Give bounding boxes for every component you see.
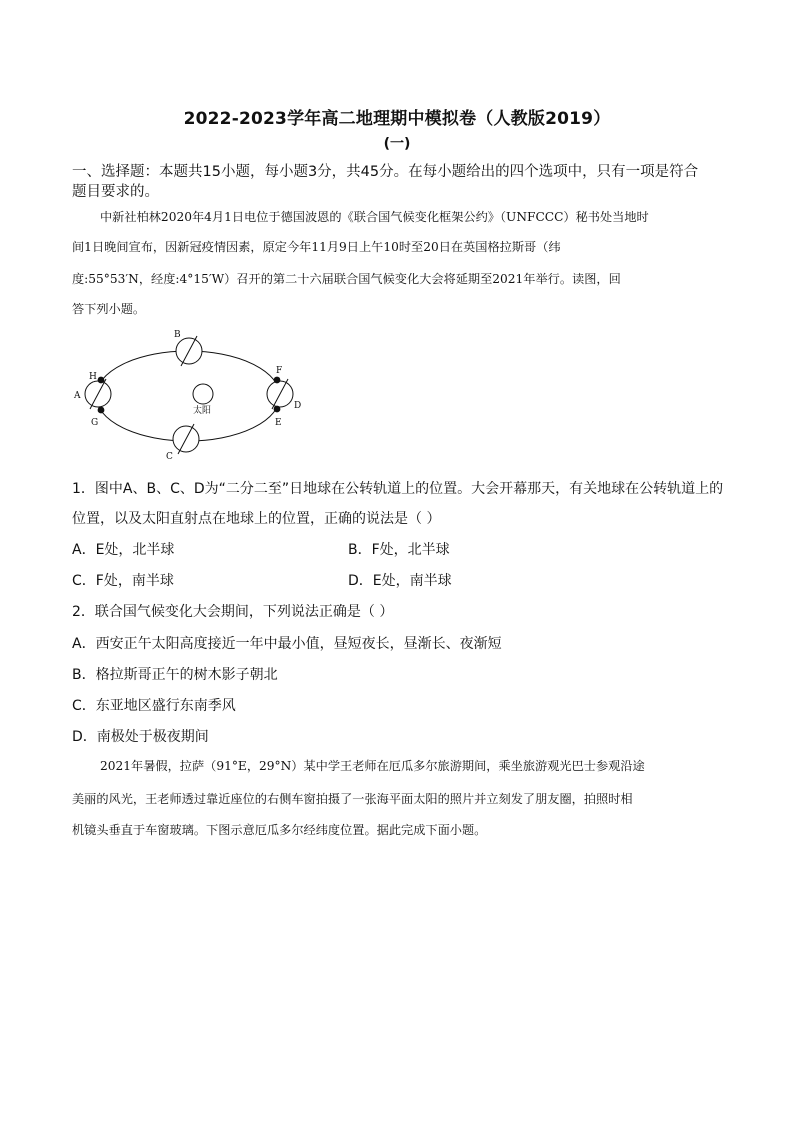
section-instruction-line-1: 一、选择题：本题共15小题，每小题3分，共45分。在每小题给出的四个选项中，只有一项是符合: [72, 164, 699, 180]
point-f: [274, 377, 281, 384]
label-e: E: [275, 418, 282, 428]
question1-option-d: D．E处，南半球: [348, 573, 452, 589]
passage1-line-3: 度:55°53′N，经度:4°15′W）召开的第二十六届联合国气候变化大会将延期至2021年举行。读图，回: [72, 272, 621, 286]
question2-option-d: D．南极处于极夜期间: [72, 729, 209, 745]
earth-b: [176, 336, 202, 366]
earth-c: [173, 424, 199, 454]
label-a: A: [74, 391, 81, 401]
passage2-line-2: 美丽的风光，王老师透过靠近座位的右侧车窗拍摄了一张海平面太阳的照片并立刻发了朋友圈，拍照时相: [72, 792, 633, 806]
question2-stem: 2．联合国气候变化大会期间，下列说法正确是（ ）: [72, 604, 394, 620]
question2-option-b: B．格拉斯哥正午的树木影子朝北: [72, 667, 278, 683]
question1-option-b: B．F处，北半球: [348, 542, 450, 558]
label-f: F: [276, 366, 283, 376]
question1-stem-line-2: 位置，以及太阳直射点在地球上的位置，正确的说法是（ ）: [72, 511, 441, 527]
section-instruction-line-2: 题目要求的。: [72, 184, 159, 200]
sun-label: 太阳: [193, 406, 212, 416]
point-e: [274, 406, 281, 413]
sun-circle: [193, 384, 213, 404]
passage1-line-2: 间1日晚间宣布，因新冠疫情因素，原定今年11月9日上午10时至20日在英国格拉斯哥（纬: [72, 240, 561, 254]
earth-d: [267, 377, 293, 413]
question2-option-c: C．东亚地区盛行东南季风: [72, 698, 236, 714]
passage2-line-3: 机镜头垂直于车窗玻璃。下图示意厄瓜多尔经纬度位置。据此完成下面小题。: [72, 823, 487, 837]
earth-a: [85, 377, 111, 414]
label-h: H: [89, 372, 97, 382]
question1-option-c: C．F处，南半球: [72, 573, 174, 589]
passage1-line-4: 答下列小题。: [72, 302, 146, 316]
point-h: [98, 377, 105, 384]
label-g: G: [91, 418, 99, 428]
page-subtitle: (一): [383, 136, 411, 152]
question1-stem-line-1: 1．图中A、B、C、D为“二分二至”日地球在公转轨道上的位置。大会开幕那天，有关地球在公转轨道上的: [72, 481, 724, 497]
passage2-line-1: 2021年暑假，拉萨（91°E，29°N）某中学王老师在厄瓜多尔旅游期间，乘坐旅游观光巴士参观沿途: [100, 759, 645, 773]
earth-orbit-diagram: [70, 326, 310, 466]
question2-option-a: A．西安正午太阳高度接近一年中最小值，昼短夜长，昼渐长、夜渐短: [72, 636, 502, 652]
point-g: [98, 407, 105, 414]
passage1-line-1: 中新社柏林2020年4月1日电位于德国波恩的《联合国气候变化框架公约》（UNFCCC）秘书处当地时: [100, 210, 649, 224]
label-c: C: [166, 452, 173, 462]
label-d: D: [294, 401, 302, 411]
label-b: B: [174, 330, 181, 340]
page-title: 2022-2023学年高二地理期中模拟卷（人教版2019）: [183, 109, 611, 129]
question1-option-a: A．E处，北半球: [72, 542, 175, 558]
